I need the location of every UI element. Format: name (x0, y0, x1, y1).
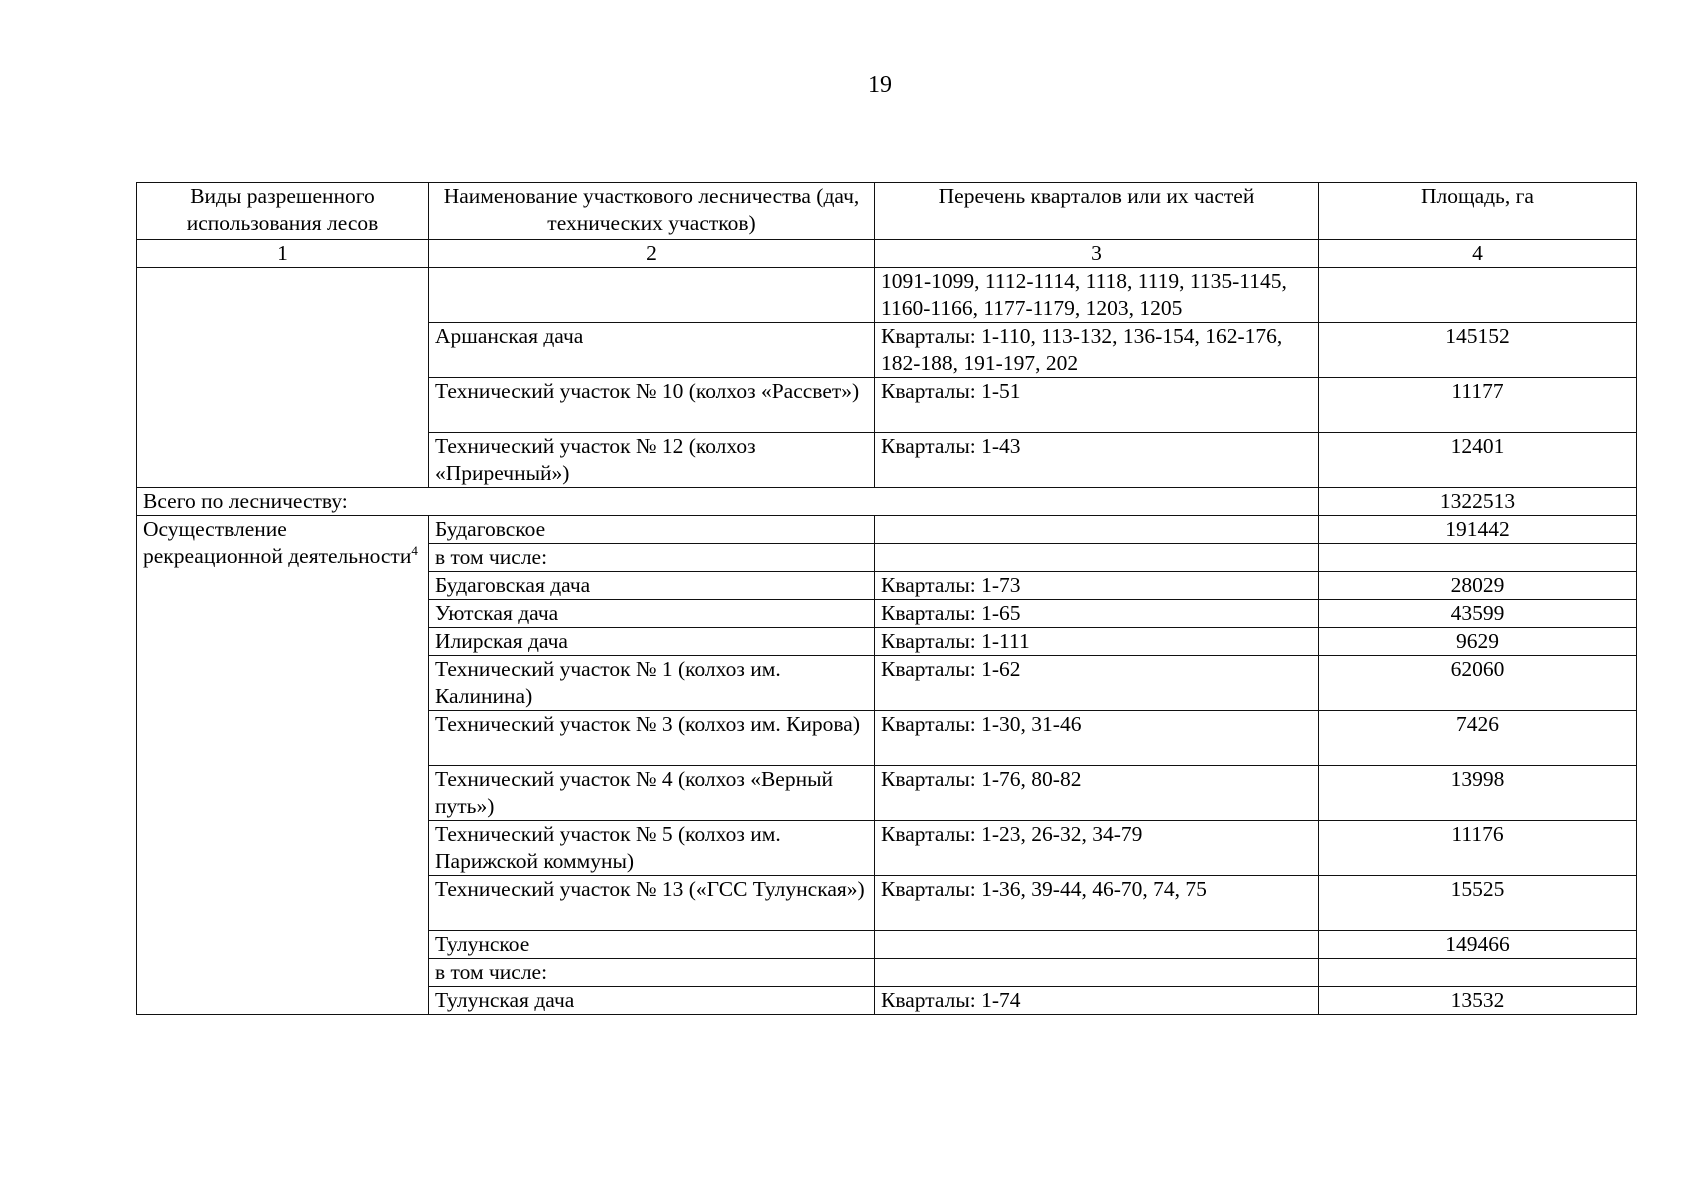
name-cell: Технический участок № 5 (колхоз им. Парижской коммуны) (429, 821, 875, 876)
total-label: Всего по лесничеству: (137, 488, 1319, 516)
area-cell: 11177 (1319, 378, 1637, 433)
quarters-cell: Кварталы: 1-62 (875, 656, 1319, 711)
area-cell: 28029 (1319, 572, 1637, 600)
column-number: 3 (875, 240, 1319, 268)
area-cell: 9629 (1319, 628, 1637, 656)
name-cell: Илирская дача (429, 628, 875, 656)
name-cell: Технический участок № 10 (колхоз «Рассвет») (429, 378, 875, 433)
quarters-cell (875, 544, 1319, 572)
area-cell: 15525 (1319, 876, 1637, 931)
quarters-cell: Кварталы: 1-30, 31-46 (875, 711, 1319, 766)
quarters-cell (875, 516, 1319, 544)
use-type-cell-empty (137, 268, 429, 488)
page-number: 19 (868, 72, 892, 98)
name-cell: Будаговское (429, 516, 875, 544)
area-cell: 191442 (1319, 516, 1637, 544)
area-cell (1319, 544, 1637, 572)
header-cell: Виды разрешенного использования лесов (137, 183, 429, 240)
area-cell: 12401 (1319, 433, 1637, 488)
name-cell: Уютская дача (429, 600, 875, 628)
area-cell (1319, 268, 1637, 323)
quarters-cell: Кварталы: 1-76, 80-82 (875, 766, 1319, 821)
use-type-label: Осуществление рекреационной деятельности (143, 517, 412, 568)
header-row (137, 183, 1637, 240)
name-cell: в том числе: (429, 959, 875, 987)
area-cell: 7426 (1319, 711, 1637, 766)
quarters-cell: Кварталы: 1-36, 39-44, 46-70, 74, 75 (875, 876, 1319, 931)
name-cell: Будаговская дача (429, 572, 875, 600)
header-cell: Площадь, га (1319, 183, 1637, 240)
name-cell (429, 268, 875, 323)
area-cell: 43599 (1319, 600, 1637, 628)
column-number: 1 (137, 240, 429, 268)
quarters-cell: Кварталы: 1-43 (875, 433, 1319, 488)
use-type-cell (137, 516, 429, 1015)
area-cell: 149466 (1319, 931, 1637, 959)
quarters-cell: Кварталы: 1-65 (875, 600, 1319, 628)
area-cell: 13532 (1319, 987, 1637, 1015)
table-row (137, 268, 1637, 323)
footnote-marker: 4 (411, 542, 418, 558)
name-cell: Тулунская дача (429, 987, 875, 1015)
forest-use-table (136, 182, 1637, 1015)
area-cell: 145152 (1319, 323, 1637, 378)
name-cell: Технический участок № 1 (колхоз им. Калинина) (429, 656, 875, 711)
column-number: 4 (1319, 240, 1637, 268)
total-row (137, 488, 1637, 516)
quarters-cell: 1091-1099, 1112-1114, 1118, 1119, 1135-1145, 1160-1166, 1177-1179, 1203, 1205 (875, 268, 1319, 323)
column-number-row (137, 240, 1637, 268)
column-number: 2 (429, 240, 875, 268)
name-cell: Технический участок № 3 (колхоз им. Кирова) (429, 711, 875, 766)
area-cell: 11176 (1319, 821, 1637, 876)
header-cell: Перечень кварталов или их частей (875, 183, 1319, 240)
header-cell: Наименование участкового лесничества (дач, технических участков) (429, 183, 875, 240)
area-cell: 13998 (1319, 766, 1637, 821)
quarters-cell (875, 931, 1319, 959)
quarters-cell: Кварталы: 1-23, 26-32, 34-79 (875, 821, 1319, 876)
name-cell: Тулунское (429, 931, 875, 959)
quarters-cell: Кварталы: 1-111 (875, 628, 1319, 656)
total-area: 1322513 (1319, 488, 1637, 516)
quarters-cell: Кварталы: 1-110, 113-132, 136-154, 162-176, 182-188, 191-197, 202 (875, 323, 1319, 378)
name-cell: в том числе: (429, 544, 875, 572)
quarters-cell: Кварталы: 1-74 (875, 987, 1319, 1015)
area-cell (1319, 959, 1637, 987)
quarters-cell: Кварталы: 1-51 (875, 378, 1319, 433)
name-cell: Аршанская дача (429, 323, 875, 378)
table-row (137, 516, 1637, 544)
name-cell: Технический участок № 13 («ГСС Тулунская») (429, 876, 875, 931)
name-cell: Технический участок № 12 (колхоз «Приречный») (429, 433, 875, 488)
name-cell: Технический участок № 4 (колхоз «Верный путь») (429, 766, 875, 821)
quarters-cell: Кварталы: 1-73 (875, 572, 1319, 600)
quarters-cell (875, 959, 1319, 987)
area-cell: 62060 (1319, 656, 1637, 711)
